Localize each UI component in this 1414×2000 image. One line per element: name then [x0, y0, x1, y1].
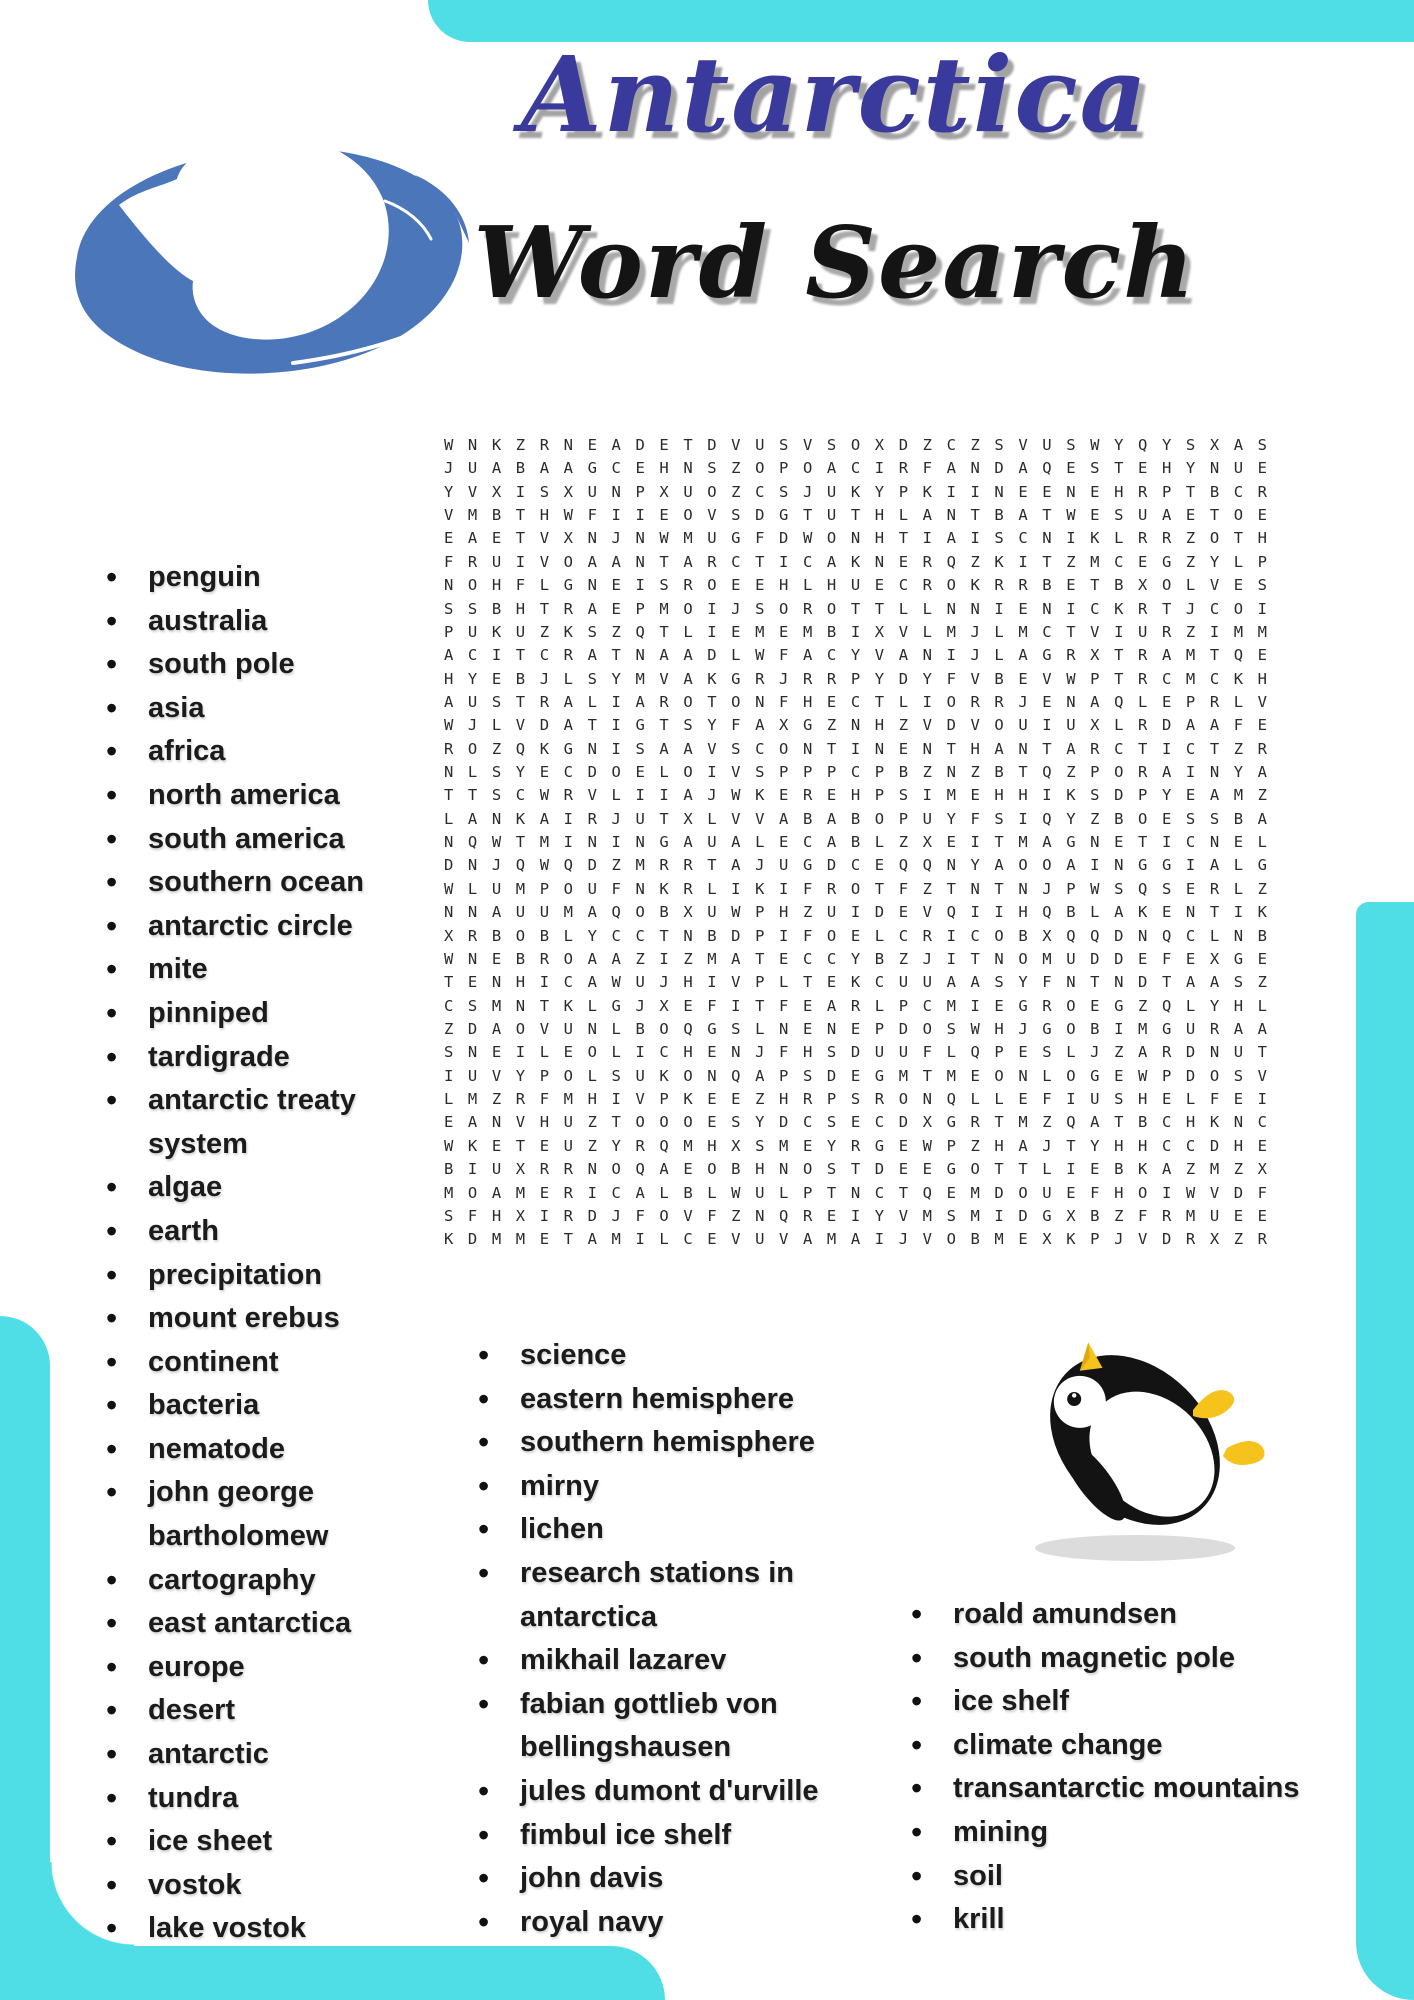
bullet-icon: • [106, 602, 118, 639]
word-label: fimbul ice shelf [520, 1818, 732, 1851]
grid-row: ACITCRATNAADLWFACYVANIJLAGRXTRAMTQE [444, 646, 1282, 665]
word-label: mite [148, 953, 208, 986]
bullet-icon: • [478, 1685, 490, 1722]
word-label: eastern hemisphere [520, 1382, 795, 1415]
word-list-item [100, 861, 400, 905]
bullet-icon: • [106, 646, 118, 683]
bullet-icon: • [106, 1866, 118, 1903]
word-list-item [100, 1777, 400, 1821]
bullet-icon: • [106, 1300, 118, 1337]
word-list-item [100, 1733, 400, 1777]
word-list-item [472, 1508, 852, 1552]
bullet-icon: • [478, 1903, 490, 1940]
word-list-item [100, 948, 400, 992]
grid-row: TENHICAWUJHIVPLTEKCUUAASYFNTNDTAASZ [444, 973, 1282, 992]
word-label: pinniped [148, 996, 269, 1029]
bullet-icon: • [106, 689, 118, 726]
bullet-icon: • [106, 733, 118, 770]
word-list-item [100, 1384, 400, 1428]
grid-row: SNEILEOLICHENJFHSDUUFLQPESLJZARDNUT [444, 1043, 1282, 1062]
word-label: cartography [148, 1563, 316, 1596]
bullet-icon: • [911, 1726, 923, 1763]
grid-row: JUABAAGCEHNSZOPOACIRFANDAQESTEHYNUE [444, 459, 1282, 478]
word-list-right [905, 1593, 1365, 1942]
bullet-icon: • [106, 1561, 118, 1598]
word-label: south magnetic pole [953, 1641, 1235, 1674]
word-list-item [100, 992, 400, 1036]
grid-row: WNEBROAAZIZMATECCYBZJITNOMUDDEFEXGE [444, 949, 1282, 968]
word-list-item [100, 905, 400, 949]
word-label: krill [953, 1903, 1005, 1936]
grid-row: ZDAOVUNLBOQGSLNENEPDOSWHJGOBIMGURAA [444, 1019, 1282, 1038]
word-label: mount erebus [148, 1302, 340, 1335]
bullet-icon: • [478, 1424, 490, 1461]
word-list-item [905, 1855, 1365, 1899]
bullet-icon: • [106, 907, 118, 944]
word-list-item [100, 1297, 400, 1341]
bullet-icon: • [106, 820, 118, 857]
word-label: john george bartholomew [148, 1476, 329, 1553]
word-label: lake vostok [148, 1912, 306, 1945]
grid-row: NQWTMININGAUALECABLZXEITMAGNETICNEL [444, 833, 1282, 852]
grid-row: AUSTRALIAROTONFHECTLIORRJENAQLEPRLV [444, 692, 1282, 711]
bullet-icon: • [106, 1736, 118, 1773]
bullet-icon: • [478, 1642, 490, 1679]
word-label: east antarctica [148, 1607, 352, 1640]
word-list-item [100, 1907, 400, 1951]
word-list-item [472, 1421, 852, 1465]
word-label: jules dumont d'urville [520, 1774, 819, 1807]
bullet-icon: • [106, 1779, 118, 1816]
word-label: soil [953, 1859, 1003, 1892]
word-list-item [472, 1465, 852, 1509]
word-label: fabian gottlieb von bellingshausen [520, 1687, 778, 1764]
bullet-icon: • [106, 1648, 118, 1685]
word-label: tardigrade [148, 1040, 290, 1073]
word-list-item [100, 643, 400, 687]
bullet-icon: • [106, 1343, 118, 1380]
word-list-item [905, 1767, 1365, 1811]
word-list-item [905, 1593, 1365, 1637]
word-label: southern ocean [148, 866, 364, 899]
word-list-item [100, 1428, 400, 1472]
word-list-item [100, 730, 400, 774]
word-label: nematode [148, 1432, 285, 1465]
penguin-icon [985, 1290, 1285, 1570]
grid-row: HYEBJLSYMVAKGRJRRPYDYFVBEVWPTRCMCKH [444, 669, 1282, 688]
grid-row: DNJQWQDZMRRTAJUGDCEQQNYAOOAINGGIALG [444, 856, 1282, 875]
bottom-border-decoration [0, 1946, 665, 2000]
grid-row: NOHFLGNEISROEEHLHUECROKRRBETBXOLVES [444, 576, 1282, 595]
grid-row: EANVHUZTOOOESYDCSECDXGRTMZQATBCHKNC [444, 1113, 1282, 1132]
word-label: mining [953, 1815, 1049, 1848]
word-list-item [100, 1559, 400, 1603]
word-list-item [100, 1036, 400, 1080]
word-label: royal navy [520, 1905, 664, 1938]
page-title: Antarctica [520, 33, 1150, 156]
word-list-item [100, 774, 400, 818]
word-label: vostok [148, 1868, 242, 1901]
word-label: mikhail lazarev [520, 1644, 727, 1677]
bullet-icon: • [911, 1857, 923, 1894]
grid-row: WLUMPOUFNKRLIKIFROTFZTNTNJPWSQSERLZ [444, 879, 1282, 898]
word-list-item [472, 1857, 852, 1901]
grid-row: LMZRFMHIVPKEEZHRPSRONQLLEFIUSHELFEI [444, 1090, 1282, 1109]
word-list-left [100, 556, 400, 1951]
bullet-icon: • [911, 1683, 923, 1720]
word-label: ice sheet [148, 1825, 273, 1858]
penguin-shadow [1035, 1535, 1235, 1561]
bullet-icon: • [106, 864, 118, 901]
grid-row: SFHXIRDJFOVFZNQREIYVMSMIDGXBZFRMUEE [444, 1206, 1282, 1225]
bullet-icon: • [106, 994, 118, 1031]
grid-row: PUKUZKSZQTLIEMEMBIXVLMJLMCTVIURZIMM [444, 622, 1282, 641]
grid-row: EAETVXNJNWMUGFDWONHTIAISCNIKLRRZOTH [444, 529, 1282, 548]
word-list-item [100, 1254, 400, 1298]
bullet-icon: • [106, 951, 118, 988]
word-list-item [100, 1864, 400, 1908]
word-label: australia [148, 604, 268, 637]
bullet-icon: • [106, 1605, 118, 1642]
bullet-icon: • [106, 559, 118, 595]
word-list-item [472, 1814, 852, 1858]
grid-row: CSMNTKLGJXEFITFEARLPCMIEGROEGZQLYHL [444, 996, 1282, 1015]
bullet-icon: • [106, 1387, 118, 1424]
word-label: south america [148, 822, 345, 855]
grid-row: SSBHTRAEPMOIJSOROTTLLNNIENICKRTJCOI [444, 599, 1282, 618]
word-list-item [100, 1471, 400, 1558]
grid-row: NNAUUMAQOBXUWPHZUIDEVQIIHQBLAKENTIK [444, 903, 1282, 922]
grid-row: IUVYPOLSUKONQAPSDEGMTMEONLOGEWPDOSV [444, 1066, 1282, 1085]
grid-row: BIUXRRNOQAEOBHNOSTDEEGOTTLIEBKAZMZX [444, 1160, 1282, 1179]
word-list-item [100, 1079, 400, 1166]
word-label: science [520, 1339, 627, 1371]
word-list-item [100, 1646, 400, 1690]
word-list-item [472, 1901, 852, 1945]
word-label: asia [148, 691, 205, 724]
antarctica-map-icon [55, 105, 475, 400]
grid-row: FRUIVOAANTARCTICAKNERQZKITZMCEGZYLP [444, 552, 1282, 571]
word-list-item [100, 1689, 400, 1733]
word-list-item [100, 1210, 400, 1254]
word-list-middle [472, 1334, 852, 1944]
word-label: antarctic treaty system [148, 1084, 356, 1160]
bullet-icon: • [478, 1772, 490, 1809]
word-list-item [905, 1898, 1365, 1942]
word-list-item [100, 556, 400, 600]
grid-row: LANKAIRJUTXLVVABABOPUYFSIQYZBOESSBA [444, 809, 1282, 828]
word-label: africa [148, 735, 226, 768]
word-label: transantarctic mountains [953, 1772, 1300, 1805]
bullet-icon: • [106, 1692, 118, 1729]
word-label: north america [148, 778, 340, 811]
word-label: antarctic circle [148, 909, 353, 942]
word-list-item [100, 818, 400, 862]
grid-row: ROZQKGNISAAVSCONTINENTHANTARCTICTZR [444, 739, 1282, 758]
word-list-item [100, 1341, 400, 1385]
bullet-icon: • [911, 1813, 923, 1850]
bullet-icon: • [106, 1169, 118, 1206]
bullet-icon: • [478, 1380, 490, 1417]
word-label: south pole [148, 648, 295, 681]
bullet-icon: • [478, 1554, 490, 1591]
bullet-icon: • [478, 1337, 490, 1373]
word-label: bacteria [148, 1389, 260, 1422]
word-label: john davis [520, 1862, 664, 1895]
word-label: continent [148, 1345, 279, 1378]
word-list-item [905, 1811, 1365, 1855]
word-list-item [472, 1552, 852, 1639]
grid-row: VMBTHWFIIEOVSDGTUTHLANTBATWESUAETOE [444, 506, 1282, 525]
grid-row: KDMMETAMILCEVUVAMAIJVOBMEXKPJVDRXZR [444, 1230, 1282, 1249]
word-list-item [472, 1683, 852, 1770]
word-label: precipitation [148, 1258, 323, 1291]
word-list-item [100, 1166, 400, 1210]
grid-row: MOAMERICALBLWULPTNCTQEMDOUEFHOIWVDF [444, 1183, 1282, 1202]
word-label: ice shelf [953, 1685, 1070, 1718]
bullet-icon: • [106, 1823, 118, 1860]
grid-row: WNKZRNEADETDVUSVSOXDZCZSVUSWYQYSXAS [444, 436, 1282, 454]
grid-row: WJLVDATIGTSYFAXGZNHZVDVOUIUXLRDAAFE [444, 716, 1282, 735]
word-list-item [100, 600, 400, 644]
word-label: research stations in antarctica [520, 1556, 794, 1633]
word-list-item [472, 1334, 852, 1378]
bullet-icon: • [911, 1639, 923, 1676]
word-label: roald amundsen [953, 1598, 1177, 1630]
word-label: tundra [148, 1781, 239, 1814]
word-list-item [905, 1724, 1365, 1768]
word-list-item [100, 1820, 400, 1864]
bullet-icon: • [106, 1256, 118, 1293]
word-list-item [472, 1770, 852, 1814]
bullet-icon: • [478, 1816, 490, 1853]
bullet-icon: • [478, 1511, 490, 1548]
bullet-icon: • [911, 1596, 923, 1632]
bullet-icon: • [106, 1474, 118, 1511]
word-label: desert [148, 1694, 236, 1727]
word-list-item [905, 1680, 1365, 1724]
bullet-icon: • [106, 1910, 118, 1947]
grid-row: WKETEUZYRQMHXSMEYRGEWPZHAJTYHHCCDHE [444, 1136, 1282, 1155]
bullet-icon: • [106, 1082, 118, 1119]
word-grid [444, 434, 1282, 1252]
word-label: earth [148, 1214, 219, 1247]
word-label: mirny [520, 1469, 599, 1502]
bullet-icon: • [478, 1860, 490, 1897]
word-label: lichen [520, 1513, 604, 1546]
bullet-icon: • [106, 1430, 118, 1467]
word-label: antarctic [148, 1738, 269, 1771]
word-label: climate change [953, 1728, 1163, 1761]
grid-row: NLSYECDOELOIVSPPPCPBZNZBTQZPORAINYA [444, 763, 1282, 782]
left-border-decoration [0, 1316, 50, 2000]
word-list-item [905, 1637, 1365, 1681]
bullet-icon: • [911, 1770, 923, 1807]
bullet-icon: • [106, 776, 118, 813]
word-list-item [472, 1378, 852, 1422]
word-list-item [472, 1639, 852, 1683]
grid-row: YVXISXUNPXUOZCSJUKYPKIINEENEHRPTBCR [444, 482, 1282, 501]
header [440, 30, 1230, 324]
word-label: penguin [148, 561, 261, 593]
grid-row: XRBOBLYCCTNBDPIFOELCRICOBXQQDNQCLNB [444, 926, 1282, 945]
grid-row: TTSCWRVLIIAJWKEREHPSIMEHHIKSDPYEAMZ [444, 786, 1282, 805]
word-list-item [100, 687, 400, 731]
bullet-icon: • [106, 1212, 118, 1249]
word-label: algae [148, 1171, 223, 1204]
bullet-icon: • [911, 1901, 923, 1938]
bullet-icon: • [106, 1038, 118, 1075]
word-label: europe [148, 1650, 245, 1683]
word-label: southern hemisphere [520, 1426, 815, 1459]
page-subtitle: Word Search [473, 206, 1197, 321]
word-list-item [100, 1602, 400, 1646]
bullet-icon: • [478, 1467, 490, 1504]
